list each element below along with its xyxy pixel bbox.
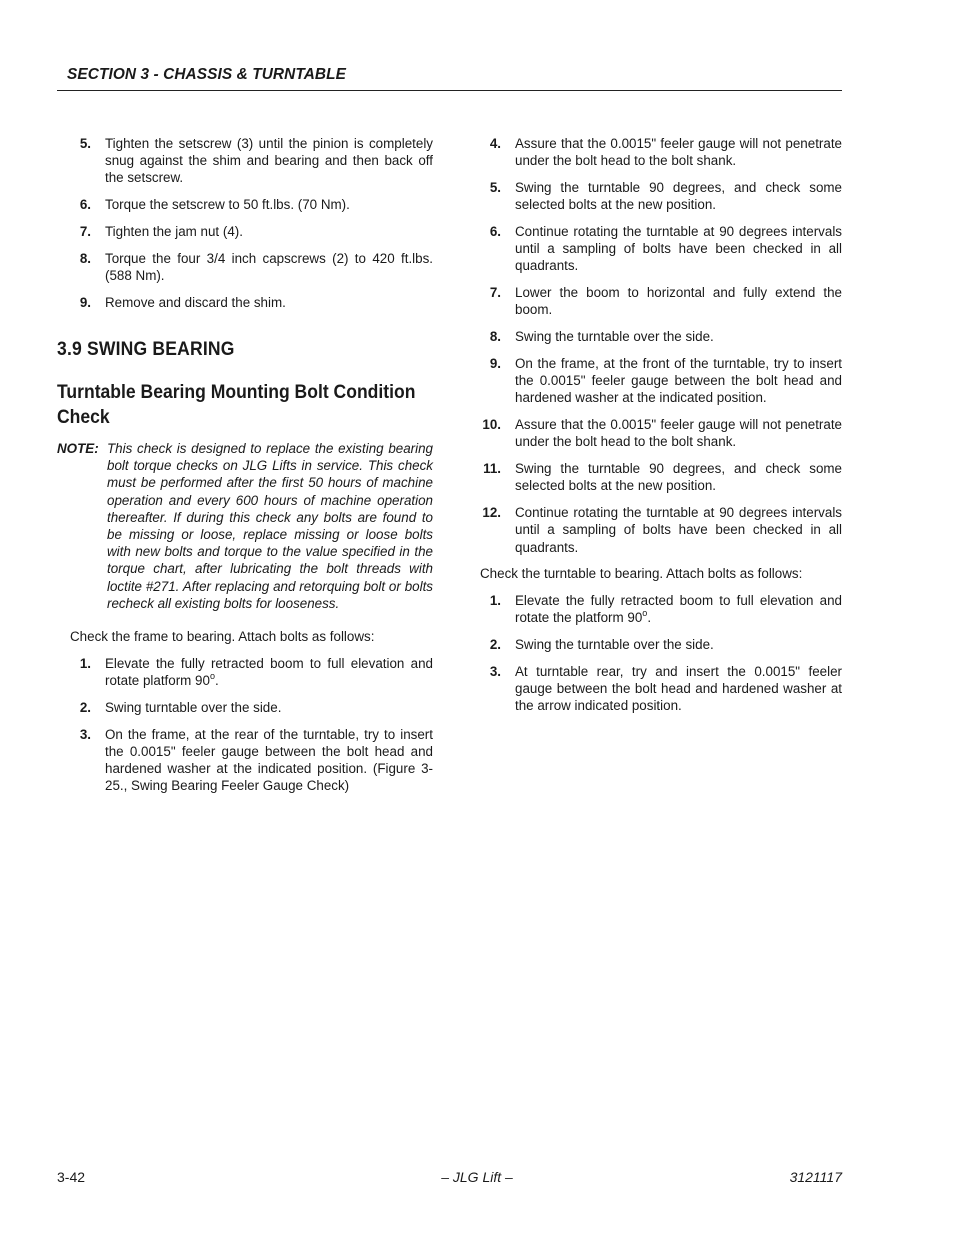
step-item: [480, 179, 842, 213]
step-text: On the frame, at the front of the turntable, try to insert the 0.0015" feeler gauge between the bolt head and hardened washer at the indicated position.: [515, 356, 842, 406]
step-number: 12.: [482, 505, 501, 521]
step-item: [57, 655, 433, 689]
step-number: 6.: [489, 224, 501, 239]
step-item: [480, 592, 842, 626]
step-text: At turntable rear, try and insert the 0.0015" feeler gauge between the bolt head and hardened washer at the arrow indicated position.: [515, 664, 842, 714]
step-item: [57, 294, 433, 311]
step-text: Swing turntable over the side.: [105, 699, 282, 715]
step-item: [480, 355, 842, 407]
step-number: 2.: [79, 699, 91, 715]
note-block: [57, 440, 433, 612]
step-text: Lower the boom to horizontal and fully extend the boom.: [515, 285, 842, 318]
step-text: Swing the turntable 90 degrees, and check some selected bolts at the new position.: [515, 180, 842, 213]
step-text: Swing the turntable 90 degrees, and check some selected bolts at the new position.: [515, 461, 842, 494]
step-item: [480, 504, 842, 556]
step-item: [480, 328, 842, 345]
step-text: Remove and discard the shim.: [105, 294, 286, 310]
step-text: Torque the setscrew to 50 ft.lbs. (70 Nm).: [105, 197, 350, 213]
step-number: 7.: [489, 285, 501, 301]
step-item: [57, 223, 433, 240]
step-number: 11.: [483, 461, 501, 477]
degree-mark: o: [642, 607, 648, 618]
step-item: [480, 284, 842, 318]
degree-mark: o: [209, 670, 215, 681]
frame-intro: Check the frame to bearing. Attach bolts as follows:: [70, 629, 375, 645]
step-number: 5.: [489, 180, 501, 195]
section-heading: 3.9 SWING BEARING: [57, 338, 235, 360]
step-text-main: Elevate the fully retracted boom to full elevation and rotate the platform 90: [515, 593, 842, 626]
step-number: 6.: [79, 197, 91, 213]
step-number: 3.: [79, 726, 91, 742]
step-item: [57, 196, 433, 213]
step-text: Assure that the 0.0015" feeler gauge will not penetrate under the bolt head to the bolt shank.: [515, 136, 842, 169]
note-label: NOTE:: [57, 441, 99, 456]
step-number: 8.: [489, 329, 501, 345]
turntable-intro: Check the turntable to bearing. Attach bolts as follows:: [480, 566, 803, 582]
step-text-main: Elevate the fully retracted boom to full elevation and rotate platform 90: [105, 655, 433, 689]
page-header: [57, 64, 842, 91]
step-number: 1.: [79, 655, 91, 671]
step-text-end: .: [214, 673, 219, 689]
section-title: SECTION 3 - CHASSIS & TURNTABLE: [67, 66, 347, 83]
step-number: 9.: [489, 356, 501, 371]
step-text: Swing the turntable over the side.: [515, 637, 714, 653]
step-text: On the frame, at the rear of the turntable, try to insert the 0.0015" feeler gauge between the bolt head and hardened washer at the indicated position. (Figure 3-25., Swing Bearing Feeler Gauge Check): [105, 726, 433, 794]
step-item: [57, 250, 433, 284]
right-column: [480, 135, 842, 724]
step-number: 4.: [489, 136, 501, 151]
step-text: Torque the four 3/4 inch capscrews (2) to 420 ft.lbs. (588 Nm).: [105, 250, 433, 283]
step-number: 1.: [489, 593, 501, 609]
step-number: 8.: [79, 250, 91, 266]
step-text: Continue rotating the turntable at 90 degrees intervals until a sampling of bolts have been checked in all quadrants.: [515, 505, 842, 555]
note-text: This check is designed to replace the existing bearing bolt torque checks on JLG Lifts in service. This check must be performed after the first 50 hours of machine operation and every 600 hours of machine operation thereafter. If during this check any bolts are found to be missing or loose, replace missing or loose bolts with new bolts and torque to the value specified in the torque chart, after lubricating the bolt threads with loctite #271. After replacing and retorquing bolt or bolts recheck all existing bolts for looseness.: [107, 441, 433, 611]
step-item: [480, 460, 842, 494]
footer-brand: – JLG Lift –: [441, 1169, 513, 1185]
step-text: Tighten the jam nut (4).: [105, 224, 243, 239]
step-item: [57, 699, 433, 716]
left-column: [57, 135, 433, 804]
step-number: 10.: [482, 417, 501, 433]
step-item: [57, 726, 433, 795]
page-number: 3-42: [57, 1169, 86, 1185]
step-number: 3.: [489, 664, 501, 679]
step-item: [480, 135, 842, 169]
step-item: [480, 416, 842, 450]
step-text: Swing the turntable over the side.: [515, 329, 714, 345]
step-text: Tighten the setscrew (3) until the pinion is completely snug against the shim and bearing and then back off the setscrew.: [105, 136, 433, 186]
step-number: 9.: [79, 294, 91, 310]
step-item: [480, 663, 842, 715]
sub-heading: Turntable Bearing Mounting Bolt Condition Check: [57, 381, 416, 428]
step-text: [515, 592, 842, 626]
step-number: 7.: [79, 224, 91, 239]
step-item: [57, 135, 433, 187]
step-item: [480, 223, 842, 275]
step-number: 2.: [489, 637, 501, 653]
step-text-end: .: [647, 610, 652, 626]
document-number: 3121117: [789, 1169, 842, 1185]
step-text: Continue rotating the turntable at 90 degrees intervals until a sampling of bolts have been checked in all quadrants.: [515, 224, 842, 274]
step-number: 5.: [79, 136, 91, 151]
step-text: [105, 655, 433, 689]
step-item: [480, 636, 842, 653]
step-text: Assure that the 0.0015" feeler gauge will not penetrate under the bolt head to the bolt shank.: [515, 417, 842, 450]
